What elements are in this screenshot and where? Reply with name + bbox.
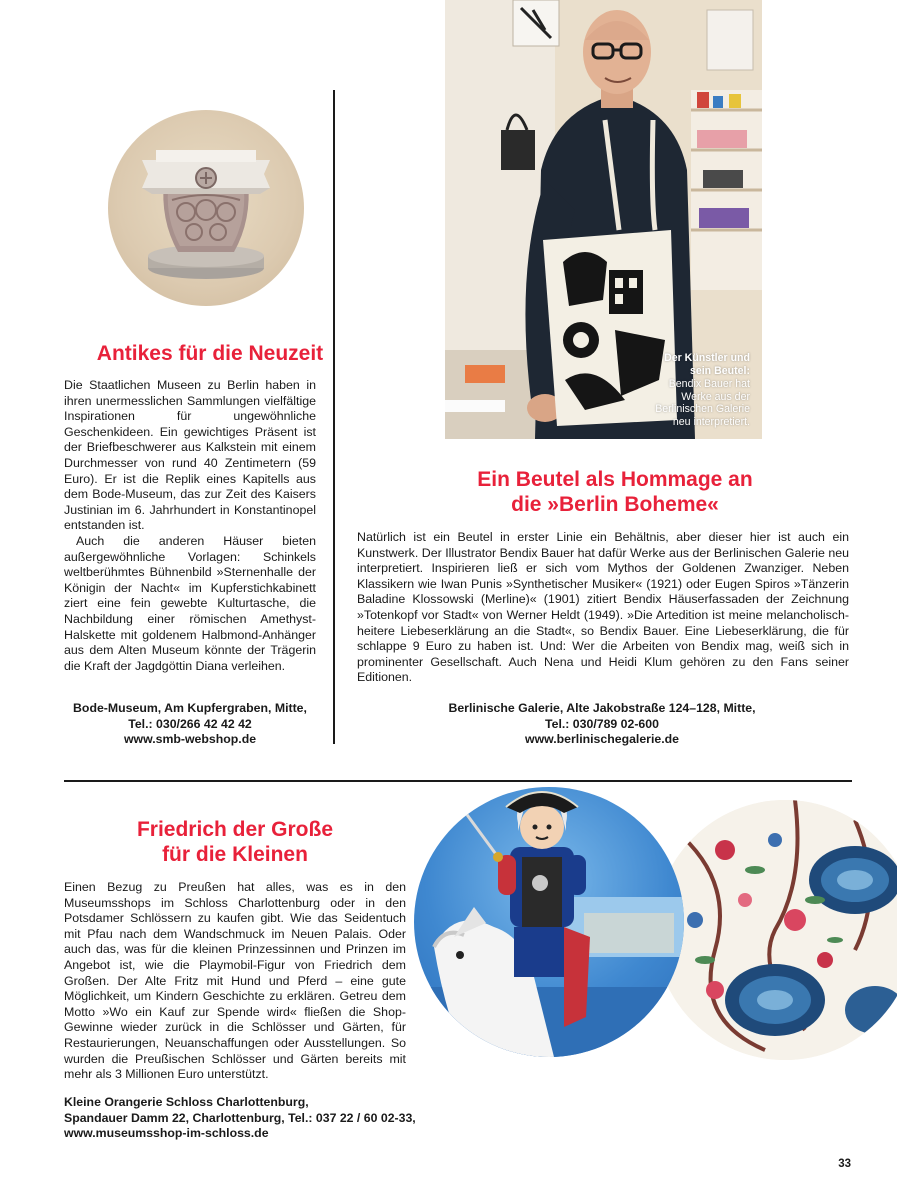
artist-with-bag-photo xyxy=(445,0,762,439)
article3-website[interactable]: www.museumsshop-im-schloss.de xyxy=(64,1126,269,1140)
photo-caption xyxy=(650,352,750,429)
article3-body xyxy=(64,880,406,1083)
article1-headline: Antikes für die Neuzeit xyxy=(96,342,324,365)
article2-headline-line1: Ein Beutel als Hommage an xyxy=(477,468,753,491)
photo-caption-title: Der Künstler und sein Beutel: xyxy=(664,352,750,378)
article3-address-phone: Spandauer Damm 22, Charlottenburg, Tel.: 037 22 / 60 02-33, xyxy=(64,1110,416,1125)
article2-headline-line2: die »Berlin Boheme« xyxy=(511,493,719,516)
article2-website[interactable]: www.berlinischegalerie.de xyxy=(525,732,679,746)
article3-contact xyxy=(64,1095,454,1142)
article2-headline xyxy=(380,467,850,517)
article3-address: Kleine Orangerie Schloss Charlottenburg, xyxy=(64,1095,309,1109)
article2-paragraph: Natürlich ist ein Beutel in erster Linie ein Behältnis, aber dieser hier ist auch ein Kunstwerk. Der Illustrator Bendix Bauer hat dafür Werke aus der Berlinischen Galerie neu interpretiert. Inspirieren ließ er sich vom Mythos der Goldenen Zwanziger. Neben Klassikern wie Iwan Punis »Synthetischer Musiker« (1921) oder Eugen Spiros »Tänzerin Baladine Klossowski (Merline)« (1901) zitiert Bendix Häuserfassaden der Zeichnung »Totenkopf vor Stadt« von Werner Heldt (1949). »Die Artedition ist meine melancholisch-heitere Liebeserklärung an die Stadt«, so Bendix Bauer. Eine Liebeserklärung, die für schlappe 9 Euro zu haben ist. Und: Wer die Arbeiten von Bendix mag, weiß sich in prominenter Gesellschaft. Auch Nena und Heidi Klum gehören zu den Fans seiner Editionen. xyxy=(357,530,849,685)
article3-headline-line1: Friedrich der Große xyxy=(136,818,334,841)
article2-body xyxy=(357,530,849,686)
article1-phone: Tel.: 030/266 42 42 42 xyxy=(128,716,252,731)
playmobil-frederick-figure-image xyxy=(414,787,684,1057)
article1-contact xyxy=(40,701,340,748)
article1-paragraph-1: Die Staatlichen Museen zu Berlin haben in ihren unermesslichen Sammlungen vielfältige Inspirationen für ungewöhnliche Geschenkideen. Ein gewichtiges Präsent ist der Briefbeschwerer aus Kalkstein mit einem Durchmesser von rund 40 Zentimetern (59 Euro). Er ist die Replik eines Kapitells aus dem Bode-Museum, das zur Zeit des Kaisers Justinian im 6. Jahrhundert in Konstantinopel entstanden ist. xyxy=(64,378,316,533)
article1-paragraph-2: Auch die anderen Häuser bieten außergewöhnliche Vorlagen: Schinkels weltberühmtes Bühnenbild »Sternenhalle der Königin der Nacht« im Kupferstichkabinett ziert eine fein gewebte Kulturtasche, die Nachbildung einer römischen Amethyst-Halskette mit goldenem Halbmond-Anhänger aus dem Alten Museum könnte der Trägerin die Kraft der Jagdgöttin Diana verleihen. xyxy=(64,533,316,673)
article2-contact xyxy=(400,701,804,748)
article3-paragraph: Einen Bezug zu Preußen hat alles, was es in den Museumsshops im Schloss Charlottenburg oder in den Potsdamer Schlössern zu kaufen gibt. Wie das Seidentuch mit Pfau nach dem Wandschmuck im Neuen Palais. Oder auch das, was für die kleinen Prinzessinnen und Prinzen im Angebot ist, wie die Playmobil-Figur von Friedrich dem Großen. Der Alte Fritz mit Hund und Pferd – eine gute Möglichkeit, um Kindern Geschichte zu erklären. Getreu dem Motto »Wo ein Kauf zur Spende wird« fließen die Shop-Gewinne wieder zurück in die Schlösser und Gärten, für Restaurierungen, Neuanschaffungen oder Ausstellungen. So wurden die Preußischen Schlösser und Gärten bereits mit mehr als 3 Millionen Euro unterstützt. xyxy=(64,880,406,1082)
article2-phone: Tel.: 030/789 02-600 xyxy=(545,716,659,731)
photo-caption-text: Bendix Bauer hat Werke aus der Berlinischen Galerie neu interpretiert. xyxy=(655,377,750,429)
section-divider xyxy=(64,780,852,782)
article1-address: Bode-Museum, Am Kupfergraben, Mitte, xyxy=(73,701,307,715)
capital-paperweight-image xyxy=(108,110,304,306)
article3-headline xyxy=(70,817,400,867)
peacock-silk-scarf-image xyxy=(655,800,897,1060)
article1-website[interactable]: www.smb-webshop.de xyxy=(123,732,257,746)
article3-headline-line2: für die Kleinen xyxy=(162,843,308,866)
page-number: 33 xyxy=(838,1158,851,1170)
column-divider xyxy=(333,90,335,744)
article1-body xyxy=(64,378,316,674)
article2-address: Berlinische Galerie, Alte Jakobstraße 124–128, Mitte, xyxy=(448,701,756,715)
